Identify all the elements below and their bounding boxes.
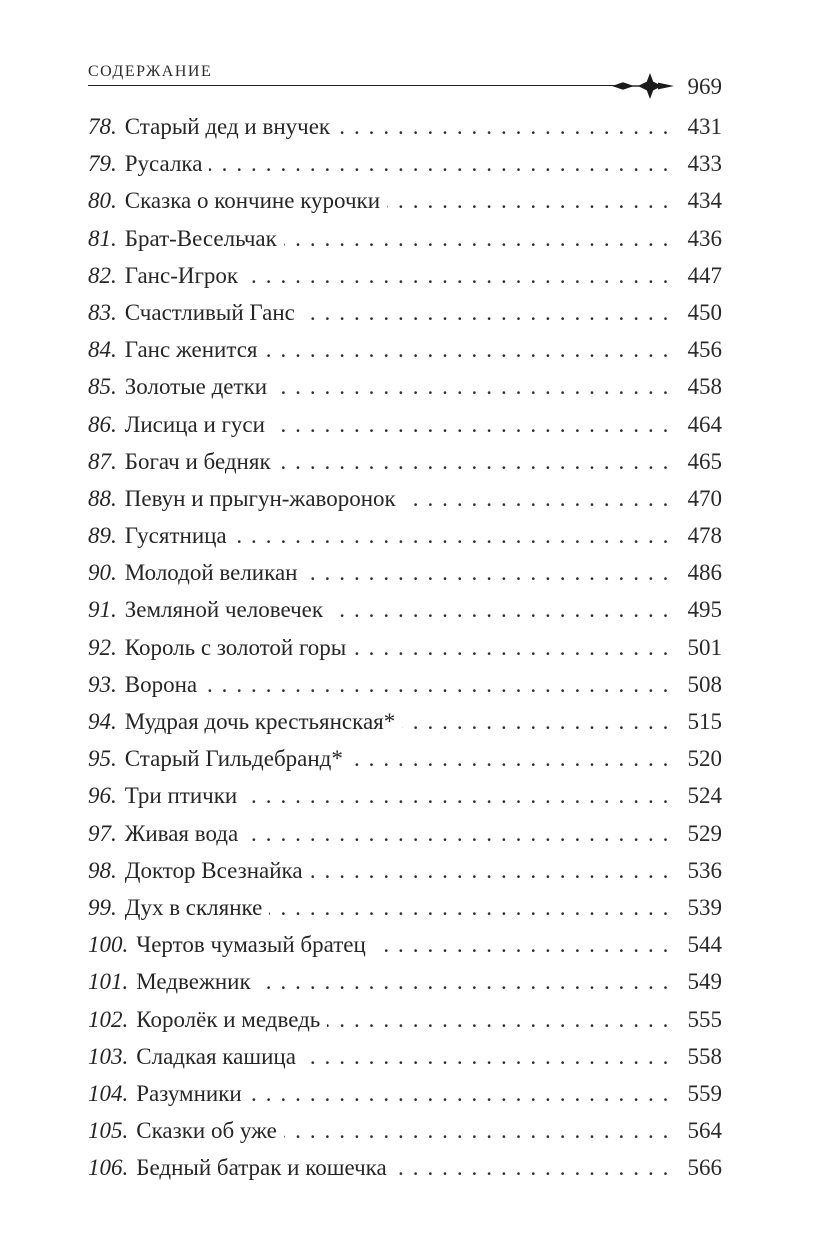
dot-leader [244, 777, 670, 814]
toc-entry-number: 83. [88, 299, 117, 325]
toc-entry-page: 564 [687, 1118, 722, 1144]
dot-leader [304, 554, 670, 591]
toc-entry-page: 529 [687, 820, 722, 846]
toc-entry-title: Мудрая дочь крестьянская* [124, 709, 396, 734]
toc-entry-number: 91. [88, 597, 117, 623]
toc-entry-number: 93. [88, 671, 117, 697]
toc-entry-page: 524 [687, 783, 722, 809]
toc-entry-number: 87. [88, 448, 117, 474]
diamond-flourish-icon [612, 72, 676, 100]
dot-leader [373, 926, 670, 963]
toc-entry [88, 182, 722, 219]
dot-leader [269, 889, 670, 926]
toc-entry-page: 559 [687, 1080, 722, 1106]
toc-entry-number: 88. [88, 485, 117, 511]
toc-entry-title: Живая вода [124, 820, 239, 846]
toc-entry-number: 95. [88, 746, 117, 772]
dot-leader [402, 703, 670, 740]
dot-leader [245, 257, 670, 294]
toc-entry-title: Ворона [124, 671, 198, 697]
toc-entry-title: Доктор Всезнайка [124, 857, 303, 883]
toc-entry-page: 566 [687, 1155, 722, 1181]
toc-entry [88, 1149, 722, 1186]
toc-entry [88, 1112, 722, 1149]
toc-entry-number: 101. [88, 969, 129, 995]
toc-entry-title: Золотые детки [124, 374, 268, 400]
toc-entry-page: 558 [687, 1043, 722, 1069]
toc-entry-number: 89. [88, 523, 117, 549]
dot-leader [245, 815, 670, 852]
toc-entry-page: 539 [687, 894, 722, 920]
toc-entry-page: 458 [687, 374, 722, 400]
toc-entry-number: 100. [88, 932, 129, 958]
toc-entry [88, 406, 722, 443]
toc-entry-title: Три птички [124, 783, 238, 809]
dot-leader [274, 368, 670, 405]
toc-entry [88, 145, 722, 182]
toc-entry-number: 85. [88, 374, 117, 400]
toc-entry-title: Сказка о кончине курочки [124, 188, 381, 214]
toc-entry-page: 549 [687, 969, 722, 995]
toc-list [88, 108, 722, 1186]
toc-entry-page: 536 [687, 857, 722, 883]
toc-entry-page: 470 [687, 485, 722, 511]
toc-entry-page: 508 [687, 671, 722, 697]
toc-entry [88, 331, 722, 368]
header-rule [88, 85, 630, 86]
toc-entry-title: Старый Гильдебранд* [124, 746, 343, 772]
toc-entry-title: Чертов чумазый братец [136, 932, 366, 958]
toc-entry-title: Король с золотой горы [124, 634, 347, 660]
toc-entry-title: Брат-Весельчак [124, 225, 277, 251]
toc-entry-number: 80. [88, 188, 117, 214]
toc-entry [88, 257, 722, 294]
dot-leader [303, 1038, 670, 1075]
toc-entry [88, 1075, 722, 1112]
toc-entry-title: Медвежник [136, 969, 251, 995]
dot-leader [403, 480, 670, 517]
toc-entry-page: 434 [687, 188, 722, 214]
toc-entry-number: 105. [88, 1118, 129, 1144]
toc-entry [88, 1001, 722, 1038]
toc-entry-title: Богач и бедняк [124, 448, 271, 474]
page-header [88, 57, 722, 99]
dot-leader [350, 740, 670, 777]
toc-entry-number: 94. [88, 709, 117, 734]
dot-leader [353, 629, 670, 666]
toc-entry-title: Дух в склянке [124, 894, 263, 920]
toc-entry-number: 96. [88, 783, 117, 809]
toc-entry-page: 495 [687, 597, 722, 623]
dot-leader [234, 517, 670, 554]
toc-entry [88, 368, 722, 405]
toc-entry-page: 544 [687, 932, 722, 958]
toc-entry-number: 79. [88, 151, 117, 177]
toc-entry-number: 84. [88, 337, 117, 363]
toc-entry-number: 92. [88, 634, 117, 660]
dot-leader [337, 108, 670, 145]
toc-entry-page: 450 [687, 299, 722, 325]
toc-entry [88, 220, 722, 257]
toc-entry-number: 102. [88, 1006, 129, 1032]
toc-entry-number: 78. [88, 114, 117, 139]
toc-entry-title: Королёк и медведь [136, 1006, 321, 1032]
toc-entry-page: 447 [687, 262, 722, 288]
toc-entry-title: Молодой великан [124, 560, 298, 586]
toc-entry [88, 703, 722, 740]
toc-entry-page: 515 [687, 709, 722, 734]
toc-entry-page: 501 [687, 634, 722, 660]
toc-entry [88, 889, 722, 926]
toc-entry-page: 431 [687, 114, 722, 139]
running-head-title: СОДЕРЖАНИЕ [88, 63, 213, 80]
toc-entry [88, 777, 722, 814]
toc-entry-number: 98. [88, 857, 117, 883]
dot-leader [258, 963, 670, 1000]
toc-entry-title: Сказки об уже [136, 1118, 277, 1144]
toc-entry-title: Счастливый Ганс [124, 299, 295, 325]
toc-entry-number: 103. [88, 1043, 129, 1069]
dot-leader [204, 666, 670, 703]
toc-entry-page: 433 [687, 151, 722, 177]
toc-entry-title: Земляной человечек [124, 597, 324, 623]
toc-entry-page: 465 [687, 448, 722, 474]
toc-entry-number: 81. [88, 225, 117, 251]
toc-entry [88, 963, 722, 1000]
dot-leader [310, 852, 670, 889]
toc-entry [88, 480, 722, 517]
toc-entry [88, 666, 722, 703]
folio-page-number: 969 [687, 74, 722, 99]
toc-entry-page: 478 [687, 523, 722, 549]
dot-leader [264, 331, 670, 368]
toc-entry [88, 294, 722, 331]
toc-entry [88, 1038, 722, 1075]
toc-entry-title: Русалка [124, 151, 203, 177]
dot-leader [387, 182, 670, 219]
toc-entry [88, 740, 722, 777]
dot-leader [249, 1075, 670, 1112]
toc-entry-page: 464 [687, 411, 722, 437]
toc-entry-page: 456 [687, 337, 722, 363]
dot-leader [302, 294, 670, 331]
toc-entry-page: 436 [687, 225, 722, 251]
toc-entry [88, 443, 722, 480]
toc-entry-number: 106. [88, 1155, 129, 1181]
toc-entry-number: 86. [88, 411, 117, 437]
toc-entry [88, 517, 722, 554]
toc-entry-number: 104. [88, 1080, 129, 1106]
toc-entry-title: Ганс-Игрок [124, 262, 239, 288]
dot-leader [284, 1112, 670, 1149]
toc-entry-number: 97. [88, 820, 117, 846]
toc-entry-title: Гусятница [124, 523, 227, 549]
toc-entry-title: Разумники [136, 1080, 242, 1106]
toc-entry [88, 108, 722, 145]
toc-entry [88, 852, 722, 889]
toc-entry [88, 815, 722, 852]
dot-leader [272, 406, 670, 443]
dot-leader [284, 220, 670, 257]
toc-entry-title: Бедный батрак и кошечка [136, 1155, 387, 1181]
toc-entry-page: 486 [687, 560, 722, 586]
toc-entry-number: 82. [88, 262, 117, 288]
toc-entry-number: 90. [88, 560, 117, 586]
toc-entry [88, 926, 722, 963]
dot-leader [209, 145, 670, 182]
toc-entry-page: 555 [687, 1006, 722, 1032]
toc-entry [88, 629, 722, 666]
dot-leader [278, 443, 670, 480]
toc-entry-title: Лисица и гуси [124, 411, 265, 437]
toc-entry-title: Сладкая кашица [136, 1043, 296, 1069]
toc-entry [88, 554, 722, 591]
toc-entry-title: Ганс женится [124, 337, 258, 363]
dot-leader [394, 1149, 670, 1186]
toc-entry-page: 520 [687, 746, 722, 772]
dot-leader [327, 1001, 670, 1038]
toc-entry [88, 591, 722, 628]
toc-entry-title: Старый дед и внучек [124, 114, 331, 139]
toc-entry-title: Певун и прыгун-жаворонок [124, 485, 396, 511]
toc-entry-number: 99. [88, 894, 117, 920]
dot-leader [330, 591, 670, 628]
